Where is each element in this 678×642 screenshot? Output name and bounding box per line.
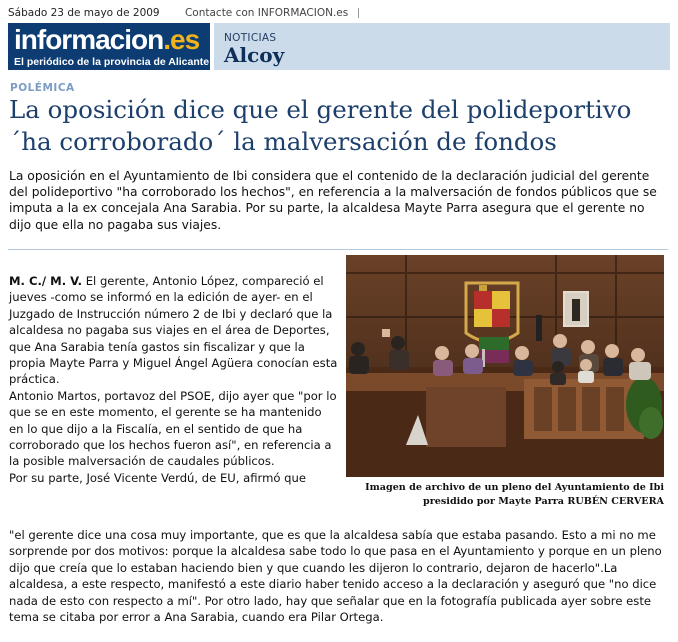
article-lead: La oposición en el Ayuntamiento de Ibi considera que el contenido de la declaración judicial del gerente del polideportivo "ha corroborado los hechos", en referencia a la malversación de fondos públicos que se imputa a la ex concejala Ana Sarabia. Por su parte, la alcaldesa Mayte Parra asegura que el gerente no dijo que ella no pagaba sus viajes. [9,169,657,232]
section-kicker[interactable]: NOTICIAS [224,32,277,44]
site-logo[interactable] [8,23,210,70]
divider [8,249,668,250]
site-header [8,22,672,72]
article-paragraph: "el gerente dice una cosa muy importante, que es que la alcaldesa sabía que estaba pasando. Esto a mi no me sorprende por dos motivos: porque la alcaldesa sabe todo lo que pasa en el Ayuntamiento y porque en un pleno dijo que creía que lo estaban haciendo bien y que cuando les dijeron lo contrario, dejaron de hacerlo".La alcaldesa, a este respecto, manifestó a este diario haber tenido acceso a la declaración y aseguró que "no dice nada de esto con respecto a mí". Por otro lado, hay que señalar que en la fotografía publicada ayer sobre este tema se citaba por error a Ana Sarabia, cuando era Pilar Ortega. [9,528,662,625]
article-paragraph: M. C./ M. V. El gerente, Antonio López, compareció el jueves -como se informó en la edición de ayer- en el Juzgado de Instrucción número 2 de Ibi y declaró que la alcaldesa no pagaba sus viajes en el área de Deportes, que Ana Sarabia tenía gastos sin fiscalizar y que la propia Mayte Parra y Miguel Ángel Agüera conocían esta práctica. [9,274,338,387]
article-category: POLÉMICA [10,82,75,94]
section-city[interactable]: Alcoy [224,43,285,67]
council-chamber-photo [346,255,664,477]
article-body-column [9,273,339,486]
section-banner [214,23,670,70]
top-bar [8,7,365,19]
article-photo[interactable] [346,255,664,477]
article-paragraph: Antonio Martos, portavoz del PSOE, dijo ayer que "por lo que se en este momento, el gerente se ha mantenido en lo que dijo a la Fiscalía, en el sentido de que ha corroborado que los hechos fueron así", en referencia a la posible malversación de caudales públicos. [9,388,337,469]
article-paragraph: Por su parte, José Vicente Verdú, de EU, afirmó que [9,470,307,485]
logo-wordmark: informacion.es [14,24,200,55]
divider [358,8,359,18]
byline: M. C./ M. V. [9,274,83,288]
article-body-continued [9,527,669,625]
logo-tagline: El periódico de la provincia de Alicante [14,56,210,68]
article-headline: La oposición dice que el gerente del polideportivo ´ha corroborado´ la malversación de fondos [9,95,632,156]
contact-link[interactable]: Contacte con INFORMACION.es [184,7,349,19]
date-text: Sábado 23 de mayo de 2009 [8,7,160,19]
photo-caption: Imagen de archivo de un pleno del Ayuntamiento de Ibi presidido por Mayte Parra RUBÉN CERVERA [365,482,664,507]
